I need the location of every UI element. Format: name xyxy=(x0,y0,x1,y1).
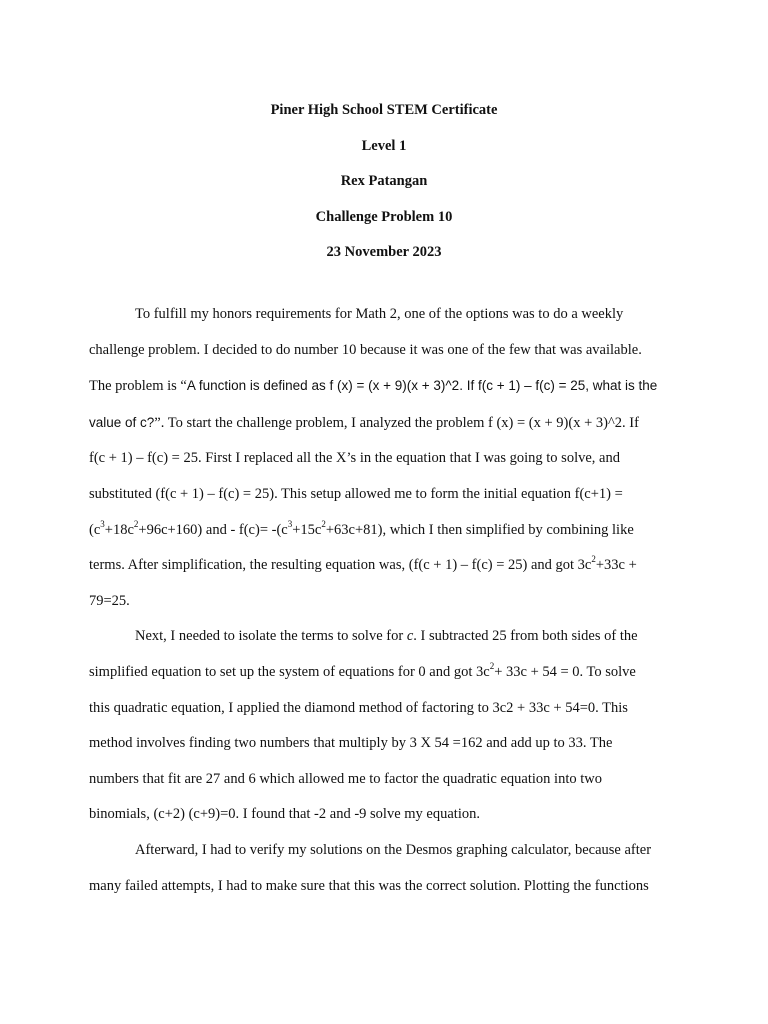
paragraph-2-line-3: this quadratic equation, I applied the diamond method of factoring to 3c2 + 33c + 54=0. This xyxy=(89,699,628,716)
paragraph-2-line-6: binomials, (c+2) (c+9)=0. I found that -2 and -9 solve my equation. xyxy=(89,806,480,823)
school-program-title: Piner High School STEM Certificate xyxy=(270,102,498,118)
essay-body xyxy=(89,297,689,904)
problem-statement: A function is defined as f (x) = (x + 9)(x + 3)^2. If f(c + 1) – f(c) = 25, what is the xyxy=(186,378,658,394)
exponent: 2 xyxy=(321,518,326,529)
exponent: 2 xyxy=(591,554,596,565)
equation-text: +96c+160) and - f(c)= -(c xyxy=(138,521,288,538)
paragraph-1-line-4-rest: ”. To start the challenge problem, I analyzed the problem f (x) = (x + 9)(x + 3)^2. If xyxy=(154,414,639,431)
equation-text: terms. After simplification, the resulting equation was, (f(c + 1) – f(c) = 25) and got 3c xyxy=(89,557,592,574)
paragraph-1-line-8 xyxy=(89,548,689,584)
paragraph-1-line-3 xyxy=(89,368,689,405)
sentence-text: . I subtracted 25 from both sides of the xyxy=(413,628,638,645)
problem-question: value of c? xyxy=(89,414,155,430)
paragraph-1-line-2: challenge problem. I decided to do number 10 because it was one of the few that was available. xyxy=(89,341,642,358)
equation-text: +63c+81), which I then simplified by combining like xyxy=(325,521,634,538)
paragraph-1-line-5: f(c + 1) – f(c) = 25. First I replaced all the X’s in the equation that I was going to solve, and xyxy=(89,450,620,467)
equation-text: + 33c + 54 = 0. To solve xyxy=(494,663,636,680)
equation-text: +15c xyxy=(292,521,322,538)
assignment-title: Challenge Problem 10 xyxy=(315,208,453,225)
paragraph-2-line-2 xyxy=(89,655,689,691)
equation-text: +18c xyxy=(104,521,134,538)
author-name: Rex Patangan xyxy=(340,173,428,189)
equation-text: (c xyxy=(89,521,101,538)
paragraph-3-line-1: Afterward, I had to verify my solutions on the Desmos graphing calculator, because after xyxy=(135,841,652,858)
paragraph-2-line-4: method involves finding two numbers that multiply by 3 X 54 =162 and add up to 33. The xyxy=(89,735,613,752)
paragraph-3-line-2: many failed attempts, I had to make sure that this was the correct solution. Plotting the functions xyxy=(89,877,649,894)
paragraph-1-line-4 xyxy=(89,405,689,442)
paragraph-1-line-9: 79=25. xyxy=(89,592,130,609)
paragraph-1-line-1: To fulfill my honors requirements for Math 2, one of the options was to do a weekly xyxy=(135,306,624,322)
variable-c: c xyxy=(406,628,414,645)
paragraph-2-line-1 xyxy=(89,619,689,655)
paragraph-2-line-5: numbers that fit are 27 and 6 which allowed me to factor the quadratic equation into two xyxy=(89,770,602,787)
exponent: 2 xyxy=(133,518,139,529)
exponent: 2 xyxy=(489,661,495,672)
exponent: 3 xyxy=(287,518,293,529)
equation-text: +33c + xyxy=(595,557,637,574)
date-line: 23 November 2023 xyxy=(326,244,442,260)
quote-open: The problem is “ xyxy=(89,378,187,395)
title-block xyxy=(0,93,768,271)
sentence-text: Next, I needed to isolate the terms to solve for xyxy=(135,628,407,645)
paragraph-1-line-6: substituted (f(c + 1) – f(c) = 25). This setup allowed me to form the initial equation f(c+1) = xyxy=(89,485,623,502)
equation-text: simplified equation to set up the system of equations for 0 and got 3c xyxy=(89,663,490,680)
exponent: 3 xyxy=(100,518,105,529)
level-label: Level 1 xyxy=(361,137,407,154)
paragraph-1-line-7 xyxy=(89,513,689,549)
